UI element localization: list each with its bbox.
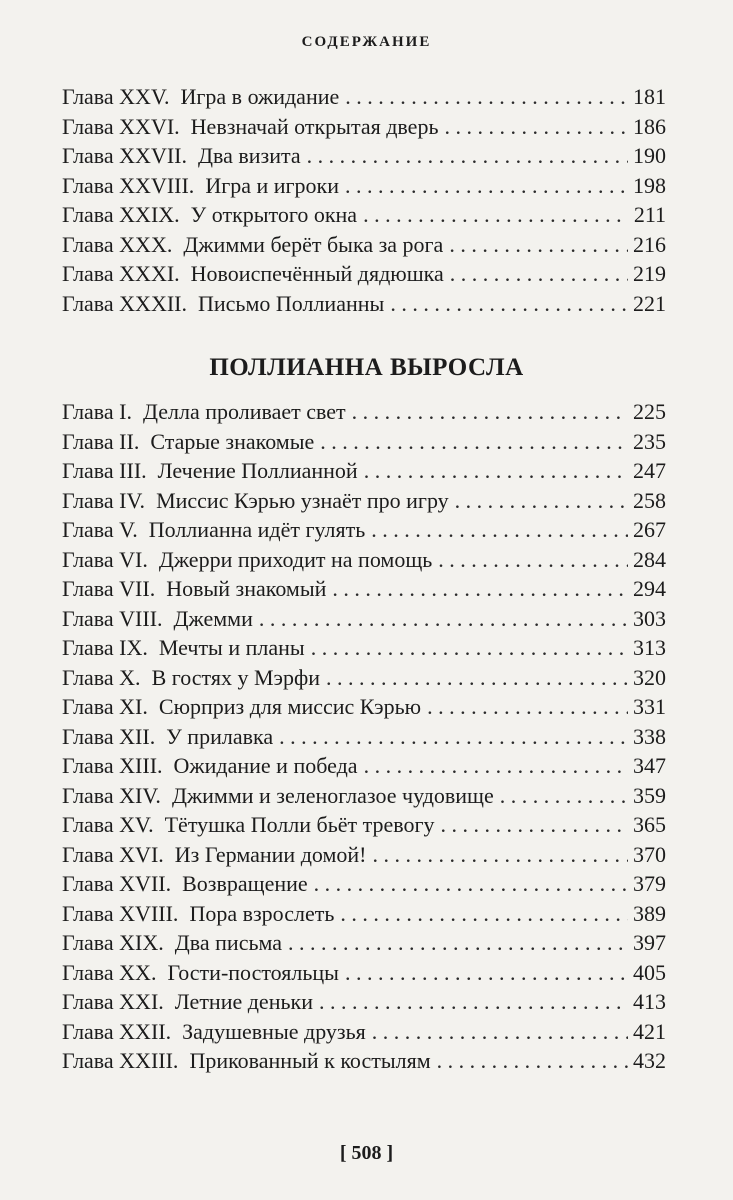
chapter-title: Невзначай открытая дверь <box>190 113 439 139</box>
toc-entry <box>62 576 666 606</box>
page-ref: 397 <box>633 930 666 955</box>
toc-entry <box>62 989 666 1019</box>
chapter-number: Глава XII. <box>62 723 156 749</box>
page-ref: 284 <box>633 546 666 572</box>
page-ref: 221 <box>633 290 666 316</box>
toc-entry <box>62 114 666 144</box>
page-ref: 247 <box>633 458 666 483</box>
dot-leader <box>371 517 628 543</box>
chapter-number: Глава VIII. <box>62 605 163 631</box>
toc-entry <box>62 84 666 114</box>
toc-entry <box>62 1048 666 1078</box>
page-ref: 181 <box>633 84 666 109</box>
page-ref: 432 <box>633 1048 666 1073</box>
chapter-number: Глава XVI. <box>62 841 164 867</box>
page-ref: 216 <box>633 231 666 257</box>
toc-entry <box>62 488 666 518</box>
toc-entry <box>62 1019 666 1049</box>
dot-leader <box>311 635 628 661</box>
dot-leader <box>320 429 628 455</box>
chapter-number: Глава X. <box>62 664 141 690</box>
chapter-title: Поллианна идёт гулять <box>148 517 366 542</box>
chapter-number: Глава XXXI. <box>62 261 180 286</box>
chapter-number: Глава XXIX. <box>62 202 180 227</box>
page-ref: 320 <box>633 664 666 690</box>
toc-entry <box>62 232 666 262</box>
page-ref: 211 <box>633 202 666 227</box>
chapter-title: Новоиспечённый дядюшка <box>190 261 444 286</box>
chapter-title: Два письма <box>174 930 283 955</box>
chapter-title: Лечение Поллианной <box>157 458 358 483</box>
chapter-number: Глава XIII. <box>62 753 163 778</box>
dot-leader <box>259 606 628 632</box>
page-ref: 331 <box>633 694 666 719</box>
chapter-number: Глава XVII. <box>62 871 172 896</box>
page-ref: 186 <box>633 113 666 139</box>
dot-leader <box>363 202 628 228</box>
dot-leader <box>373 842 629 868</box>
chapter-number: Глава II. <box>62 428 140 454</box>
toc-entry <box>62 665 666 695</box>
dot-leader <box>372 1019 628 1045</box>
chapter-number: Глава XXVIII. <box>62 172 195 198</box>
dot-leader <box>441 812 628 838</box>
toc-entry <box>62 429 666 459</box>
chapter-number: Глава XI. <box>62 694 148 719</box>
toc-entry <box>62 753 666 783</box>
page-ref: 303 <box>633 605 666 631</box>
chapter-title: Джерри приходит на помощь <box>158 546 433 572</box>
page-ref: 347 <box>633 753 666 778</box>
chapter-title: Джимми и зеленоглазое чудовище <box>171 782 494 808</box>
chapter-title: Возвращение <box>182 871 308 896</box>
dot-leader <box>449 232 628 258</box>
toc-entry <box>62 960 666 990</box>
dot-leader <box>345 960 628 986</box>
chapter-title: Игра в ожидание <box>180 84 340 109</box>
toc-entry <box>62 901 666 931</box>
chapter-title: Старые знакомые <box>150 428 315 454</box>
chapter-title: Миссис Кэрью узнаёт про игру <box>156 487 449 513</box>
chapter-title: Письмо Поллианны <box>198 290 385 316</box>
page-ref: 235 <box>633 428 666 454</box>
page-ref: 421 <box>633 1018 666 1044</box>
section-title: ПОЛЛИАННА ВЫРОСЛА <box>209 354 524 381</box>
chapter-number: Глава XXVI. <box>62 113 180 139</box>
toc-entry <box>62 812 666 842</box>
chapter-title: Тётушка Полли бьёт тревогу <box>164 812 435 837</box>
chapter-number: Глава XVIII. <box>62 900 179 926</box>
chapter-number: Глава XX. <box>62 959 157 985</box>
chapter-title: Джемми <box>173 605 253 631</box>
dot-leader <box>438 547 628 573</box>
page-ref: 190 <box>633 143 666 168</box>
page-ref: 405 <box>633 959 666 985</box>
chapter-number: Глава XV. <box>62 812 154 837</box>
chapter-title: Новый знакомый <box>166 576 327 601</box>
chapter-number: Глава XIV. <box>62 782 161 808</box>
chapter-number: Глава IV. <box>62 487 146 513</box>
toc-list-part1 <box>62 84 666 320</box>
dot-leader <box>307 143 628 169</box>
chapter-number: Глава XIX. <box>62 930 164 955</box>
page-number: [ 508 ] <box>339 1142 394 1164</box>
page-ref: 313 <box>633 635 666 660</box>
chapter-number: Глава XXII. <box>62 1018 172 1044</box>
chapter-title: Джимми берёт быка за рога <box>183 231 444 257</box>
dot-leader <box>340 901 628 927</box>
dot-leader <box>319 989 628 1015</box>
page-ref: 389 <box>633 900 666 926</box>
chapter-number: Глава XXI. <box>62 989 164 1014</box>
chapter-title: Мечты и планы <box>158 635 305 660</box>
chapter-title: Гости-постояльцы <box>167 959 339 985</box>
dot-leader <box>352 399 628 425</box>
toc-entry <box>62 291 666 321</box>
toc-entry <box>62 635 666 665</box>
dot-leader <box>364 753 628 779</box>
toc-entry <box>62 399 666 429</box>
chapter-title: Пора взрослеть <box>189 900 335 926</box>
chapter-number: Глава III. <box>62 458 147 483</box>
chapter-title: У прилавка <box>166 723 274 749</box>
chapter-title: Два визита <box>198 143 301 168</box>
chapter-title: Ожидание и победа <box>173 753 358 778</box>
page-ref: 219 <box>633 261 666 286</box>
dot-leader <box>455 488 628 514</box>
page-ref: 359 <box>633 782 666 808</box>
chapter-title: Делла проливает свет <box>143 399 346 424</box>
chapter-number: Глава IX. <box>62 635 148 660</box>
page-ref: 258 <box>633 487 666 513</box>
chapter-number: Глава XXXII. <box>62 290 187 316</box>
toc-entry <box>62 143 666 173</box>
toc-entry <box>62 202 666 232</box>
dot-leader <box>279 724 628 750</box>
chapter-number: Глава XXVII. <box>62 143 187 168</box>
dot-leader <box>288 930 628 956</box>
chapter-number: Глава V. <box>62 517 138 542</box>
dot-leader <box>500 783 628 809</box>
toc-entry <box>62 871 666 901</box>
page-ref: 198 <box>633 172 666 198</box>
toc-entry <box>62 517 666 547</box>
dot-leader <box>345 84 628 110</box>
toc-entry <box>62 842 666 872</box>
dot-leader <box>390 291 628 317</box>
chapter-number: Глава I. <box>62 399 132 424</box>
running-head: СОДЕРЖАНИЕ <box>301 34 432 50</box>
page-ref: 338 <box>633 723 666 749</box>
chapter-title: Летние деньки <box>174 989 313 1014</box>
page-ref: 379 <box>633 871 666 896</box>
toc-entry <box>62 458 666 488</box>
page-ref: 267 <box>633 517 666 542</box>
chapter-number: Глава VI. <box>62 546 148 572</box>
toc-list-part2 <box>62 399 666 1078</box>
toc-entry <box>62 261 666 291</box>
chapter-title: Задушевные друзья <box>182 1018 366 1044</box>
toc-entry <box>62 694 666 724</box>
chapter-number: Глава XXX. <box>62 231 173 257</box>
page-ref: 413 <box>633 989 666 1014</box>
chapter-title: Из Германии домой! <box>174 841 367 867</box>
toc-entry <box>62 930 666 960</box>
dot-leader <box>364 458 628 484</box>
page-ref: 225 <box>633 399 666 424</box>
chapter-number: Глава XXIII. <box>62 1048 179 1073</box>
page-ref: 365 <box>633 812 666 837</box>
chapter-number: Глава XXV. <box>62 84 170 109</box>
dot-leader <box>450 261 628 287</box>
toc-entry <box>62 724 666 754</box>
chapter-title: Игра и игроки <box>205 172 340 198</box>
dot-leader <box>444 114 628 140</box>
dot-leader <box>437 1048 628 1074</box>
dot-leader <box>332 576 628 602</box>
chapter-title: Сюрприз для миссис Кэрью <box>158 694 422 719</box>
toc-entry <box>62 173 666 203</box>
toc-entry <box>62 783 666 813</box>
dot-leader <box>314 871 628 897</box>
chapter-title: В гостях у Мэрфи <box>151 664 320 690</box>
chapter-title: У открытого окна <box>190 202 358 227</box>
toc-entry <box>62 547 666 577</box>
page-ref: 294 <box>633 576 666 601</box>
dot-leader <box>427 694 628 720</box>
page-ref: 370 <box>633 841 666 867</box>
chapter-number: Глава VII. <box>62 576 156 601</box>
dot-leader <box>345 173 628 199</box>
toc-entry <box>62 606 666 636</box>
dot-leader <box>326 665 628 691</box>
chapter-title: Прикованный к костылям <box>189 1048 431 1073</box>
